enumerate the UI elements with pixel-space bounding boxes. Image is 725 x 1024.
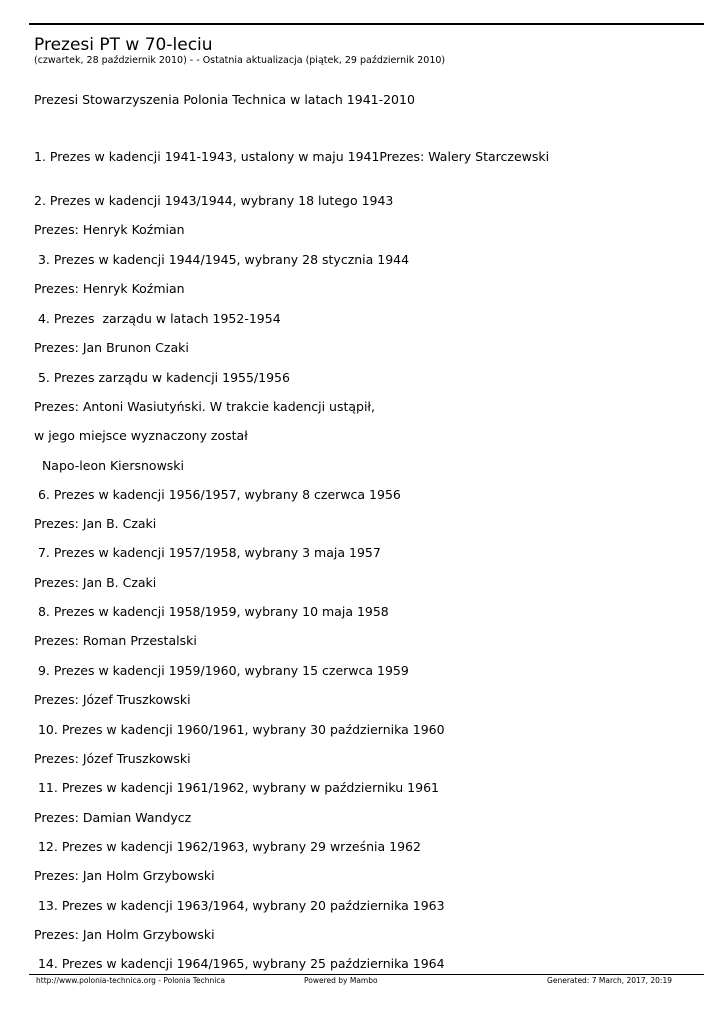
list-item: Prezes: Roman Przestalski	[34, 633, 197, 648]
list-item: 14. Prezes w kadencji 1964/1965, wybrany 25 października 1964	[34, 956, 445, 971]
list-item: Prezes: Jan B. Czaki	[34, 575, 157, 590]
list-item: Prezes: Jan Holm Grzybowski	[34, 868, 215, 883]
footer-generated: Generated: 7 March, 2017, 20:19	[547, 976, 672, 985]
list-item: Prezes: Damian Wandycz	[34, 810, 192, 825]
footer-source: http://www.polonia-technica.org - Polonia Technica	[36, 976, 226, 985]
article-meta: (czwartek, 28 październik 2010) - - Ostatnia aktualizacja (piątek, 29 październik 2010)	[34, 55, 446, 66]
list-item: 1. Prezes w kadencji 1941-1943, ustalony w maju 1941Prezes: Walery Starczewski	[34, 149, 550, 164]
intro-text: Prezesi Stowarzyszenia Polonia Technica w latach 1941-2010	[34, 92, 415, 107]
list-item: 12. Prezes w kadencji 1962/1963, wybrany 29 września 1962	[34, 839, 421, 854]
list-item: 11. Prezes w kadencji 1961/1962, wybrany w październiku 1961	[34, 780, 439, 795]
page-title: Prezesi PT w 70-leciu	[34, 35, 213, 55]
list-item: Prezes: Jan Brunon Czaki	[34, 340, 189, 355]
list-item: 5. Prezes zarządu w kadencji 1955/1956	[34, 370, 290, 385]
header-rule	[29, 23, 704, 25]
list-item: Prezes: Józef Truszkowski	[34, 751, 191, 766]
list-item: 9. Prezes w kadencji 1959/1960, wybrany 15 czerwca 1959	[34, 663, 409, 678]
list-item: Prezes: Józef Truszkowski	[34, 692, 191, 707]
list-item: 2. Prezes w kadencji 1943/1944, wybrany 18 lutego 1943	[34, 193, 394, 208]
list-item: 7. Prezes w kadencji 1957/1958, wybrany 3 maja 1957	[34, 545, 381, 560]
list-item: 13. Prezes w kadencji 1963/1964, wybrany 20 października 1963	[34, 898, 445, 913]
list-item: 3. Prezes w kadencji 1944/1945, wybrany 28 stycznia 1944	[34, 252, 410, 267]
list-item: Prezes: Jan B. Czaki	[34, 516, 157, 531]
list-item: Prezes: Antoni Wasiutyński. W trakcie kadencji ustąpił,	[34, 399, 375, 414]
list-item: 8. Prezes w kadencji 1958/1959, wybrany 10 maja 1958	[34, 604, 389, 619]
list-item: 6. Prezes w kadencji 1956/1957, wybrany 8 czerwca 1956	[34, 487, 401, 502]
list-item: w jego miejsce wyznaczony został	[34, 428, 248, 443]
footer-powered: Powered by Mambo	[304, 976, 378, 985]
footer-rule	[29, 974, 704, 975]
list-item: Prezes: Jan Holm Grzybowski	[34, 927, 215, 942]
list-item: Prezes: Henryk Koźmian	[34, 222, 185, 237]
list-item: 10. Prezes w kadencji 1960/1961, wybrany 30 października 1960	[34, 722, 445, 737]
list-item: Prezes: Henryk Koźmian	[34, 281, 185, 296]
list-item: 4. Prezes zarządu w latach 1952-1954	[34, 311, 281, 326]
list-item: Napo-leon Kiersnowski	[34, 458, 185, 473]
